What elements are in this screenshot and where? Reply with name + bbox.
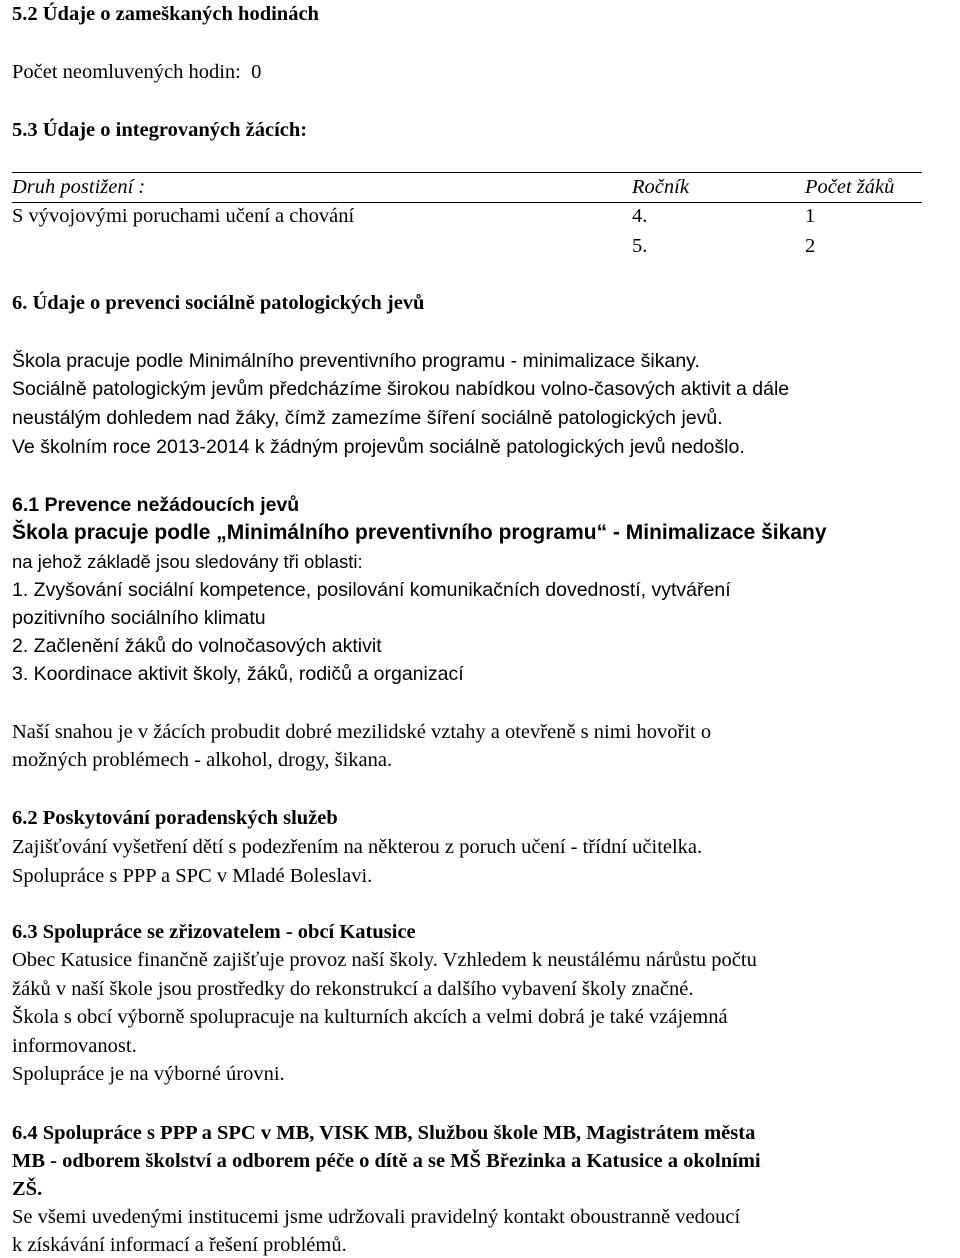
list-item: 3. Koordinace aktivit školy, žáků, rodičů a organizací <box>12 663 464 685</box>
table-cell-grade: 5. <box>632 235 648 257</box>
text-line: možných problémech - alkohol, drogy, šikana. <box>12 749 393 771</box>
absence-label: Počet neomluvených hodin: <box>12 61 241 83</box>
section-heading-6-4: MB - odborem školství a odborem péče o dítě a se MŠ Březinka a Katusice a okolními <box>12 1150 761 1172</box>
list-item: 1. Zvyšování sociální kompetence, posilování komunikačních dovedností, vytváření <box>12 579 731 601</box>
text-line: neustálým dohledem nad žáky, čímž zamezíme šíření sociálně patologických jevů. <box>12 407 723 429</box>
text-line: Obec Katusice finančně zajišťuje provoz naší školy. Vzhledem k neustálému nárůstu počtu <box>12 949 757 971</box>
text-line: žáků v naší škole jsou prostředky do rekonstrukcí a dalšího vybavení školy značné. <box>12 978 694 1000</box>
absence-value: 0 <box>251 61 262 83</box>
section-heading-5-3: 5.3 Údaje o integrovaných žácích: <box>12 119 308 141</box>
table-cell-grade: 4. <box>632 205 648 227</box>
table-cell-count: 1 <box>805 205 816 227</box>
section-heading-6: 6. Údaje o prevenci sociálně patologických jevů <box>12 292 425 314</box>
text-line: Ve školním roce 2013-2014 k žádným projevům sociálně patologických jevů nedošlo. <box>12 436 745 458</box>
table-top-border <box>12 172 922 173</box>
list-item: pozitivního sociálního klimatu <box>12 607 266 629</box>
section-heading-6-3: 6.3 Spolupráce se zřizovatelem - obcí Katusice <box>12 921 416 943</box>
list-item: 2. Začlenění žáků do volnočasových aktivit <box>12 635 382 657</box>
table-cell-disability: S vývojovými poruchami učení a chování <box>12 205 355 227</box>
text-line: Spolupráce je na výborné úrovni. <box>12 1063 285 1085</box>
section-heading-6-1: 6.1 Prevence nežádoucích jevů <box>12 494 300 516</box>
table-header-disability: Druh postižení : <box>12 176 146 198</box>
text-line: Spolupráce s PPP a SPC v Mladé Boleslavi. <box>12 865 373 887</box>
text-line: Naší snahou je v žácích probudit dobré mezilidské vztahy a otevřeně s nimi hovořit o <box>12 721 712 743</box>
areas-intro: na jehož základě jsou sledovány tři oblasti: <box>12 551 363 572</box>
table-cell-count: 2 <box>805 235 816 257</box>
table-header-grade: Ročník <box>632 176 689 198</box>
text-line: Škola pracuje podle Minimálního preventivního programu - minimalizace šikany. <box>12 350 700 372</box>
section-heading-6-4: 6.4 Spolupráce s PPP a SPC v MB, VISK MB, Službou škole MB, Magistrátem města <box>12 1122 756 1144</box>
section-heading-6-2: 6.2 Poskytování poradenských služeb <box>12 807 338 829</box>
section-heading-5-2: 5.2 Údaje o zameškaných hodinách <box>12 3 319 25</box>
text-line: Zajišťování vyšetření dětí s podezřením na některou z poruch učení - třídní učitelka. <box>12 836 703 858</box>
text-line: Sociálně patologickým jevům předcházíme širokou nabídkou volno-časových aktivit a dále <box>12 378 790 400</box>
text-line: Škola s obcí výborně spolupracuje na kulturních akcích a velmi dobrá je také vzájemná <box>12 1006 728 1028</box>
table-header-border <box>12 202 922 203</box>
program-title: Škola pracuje podle „Minimálního preventivního programu“ - Minimalizace šikany <box>12 521 827 544</box>
absence-row <box>12 60 261 84</box>
section-heading-6-4: ZŠ. <box>12 1178 43 1200</box>
text-line: Se všemi uvedenými institucemi jsme udržovali pravidelný kontakt oboustranně vedoucí <box>12 1206 741 1228</box>
table-header-count: Počet žáků <box>805 176 895 198</box>
text-line: informovanost. <box>12 1035 137 1057</box>
text-line: k získávání informací a řešení problémů. <box>12 1234 347 1256</box>
